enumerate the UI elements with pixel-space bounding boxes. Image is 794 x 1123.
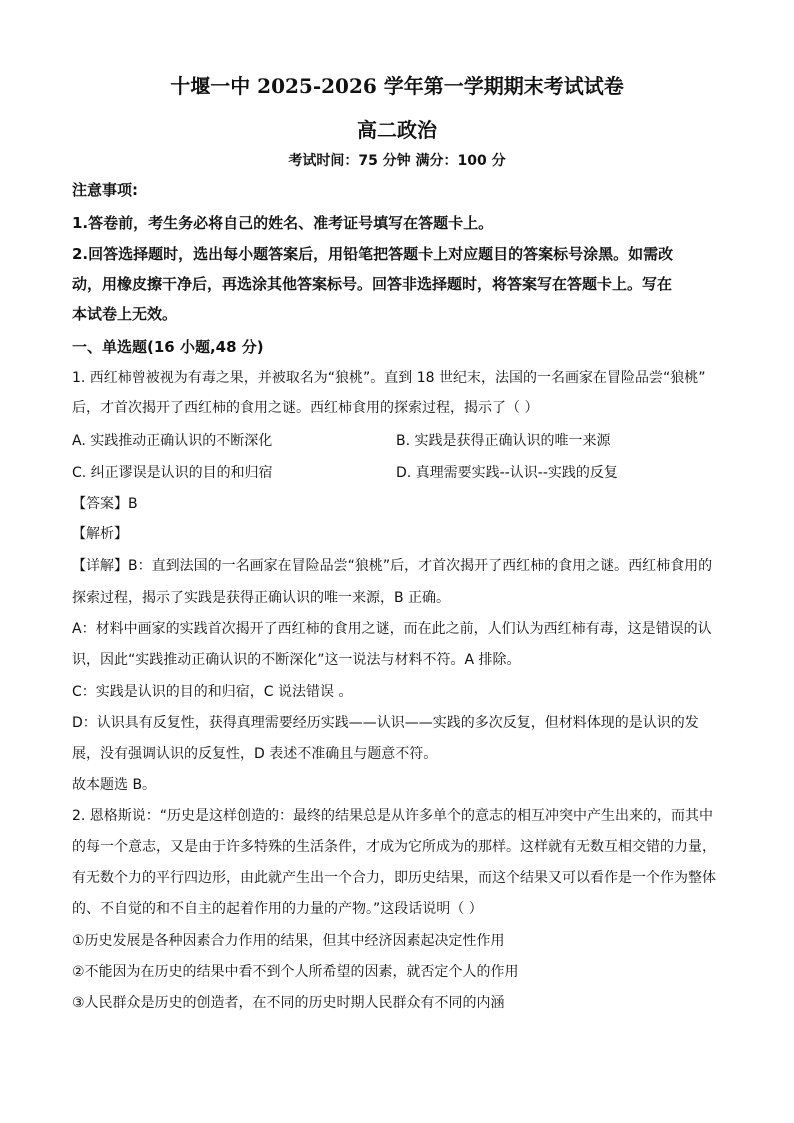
analysis-heading: 【解析】 [72,526,128,542]
answer-label: 【答案】B [72,496,138,512]
notice-line: 1.答卷前，考生务必将自己的姓名、准考证号填写在答题卡上。 [72,214,494,232]
explanation-line: D：认识具有反复性，获得真理需要经历实践——认识——实践的多次反复，但材料体现的是认识的发 [72,715,699,731]
question-2-item: ①历史发展是各种因素合力作用的结果，但其中经济因素起决定性作用 [72,933,505,949]
question-2-stem: 的、不自觉的和不自主的起着作用的力量的产物。”这段话说明（ ） [72,901,483,917]
explanation-line: 展，没有强调认识的反复性，D 表述不准确且与题意不符。 [72,746,438,762]
explanation-line: A：材料中画家的实践首次揭开了西红柿的食用之谜，而在此之前，人们认为西红柿有毒，这是错误的认 [72,621,712,637]
question-2-item: ③人民群众是历史的创造者，在不同的历史时期人民群众有不同的内涵 [72,995,505,1011]
exam-title: 十堰一中 2025-2026 学年第一学期期末考试试卷 [170,74,624,98]
question-1-stem: 后，才首次揭开了西红柿的食用之谜。西红柿食用的探索过程，揭示了（ ） [72,400,539,416]
section-heading: 一、单选题(16 小题,48 分) [72,338,264,356]
notice-line: 2.回答选择题时，选出每小题答案后，用铅笔把答题卡上对应题目的答案标号涂黑。如需改 [72,245,674,263]
question-1-option-d: D. 真理需要实践--认识--实践的反复 [396,465,618,481]
explanation-line: 探索过程，揭示了实践是获得正确认识的唯一来源，B 正确。 [72,590,451,606]
question-1-option-c: C. 纠正谬误是认识的目的和归宿 [72,465,273,481]
explanation-line: C：实践是认识的目的和归宿，C 说法错误 。 [72,684,353,700]
subject-title: 高二政治 [357,118,437,142]
question-1-option-a: A. 实践推动正确认识的不断深化 [72,433,273,449]
question-2-stem: 的每一个意志，又是由于许多特殊的生活条件，才成为它所成为的那样。这样就有无数互相交错的力量， [72,839,716,855]
question-1-option-b: B. 实践是获得正确认识的唯一来源 [396,433,611,449]
notice-line: 本试卷上无效。 [72,305,178,323]
explanation-line: 故本题选 B。 [72,777,157,793]
question-2-item: ②不能因为在历史的结果中看不到个人所希望的因素，就否定个人的作用 [72,964,519,980]
explanation-line: 识，因此“实践推动正确认识的不断深化”这一说法与材料不符。A 排除。 [72,652,521,668]
exam-info: 考试时间：75 分钟 满分：100 分 [288,153,506,169]
notice-line: 动，用橡皮擦干净后，再选涂其他答案标号。回答非选择题时，将答案写在答题卡上。写在 [72,275,673,293]
question-2-stem: 有无数个力的平行四边形，由此就产生出一个合力，即历史结果，而这个结果又可以看作是一个作为整体 [72,870,716,886]
question-1-stem: 1. 西红柿曾被视为有毒之果，并被取名为“狼桃”。直到 18 世纪末，法国的一名画家在冒险品尝“狼桃” [72,370,706,386]
notice-heading: 注意事项: [72,181,138,199]
question-2-stem: 2. 恩格斯说：“历史是这样创造的：最终的结果总是从许多单个的意志的相互冲突中产生出来的，而其中 [72,808,714,824]
explanation-line: 【详解】B：直到法国的一名画家在冒险品尝“狼桃”后，才首次揭开了西红柿的食用之谜。西红柿食用的 [72,558,713,574]
